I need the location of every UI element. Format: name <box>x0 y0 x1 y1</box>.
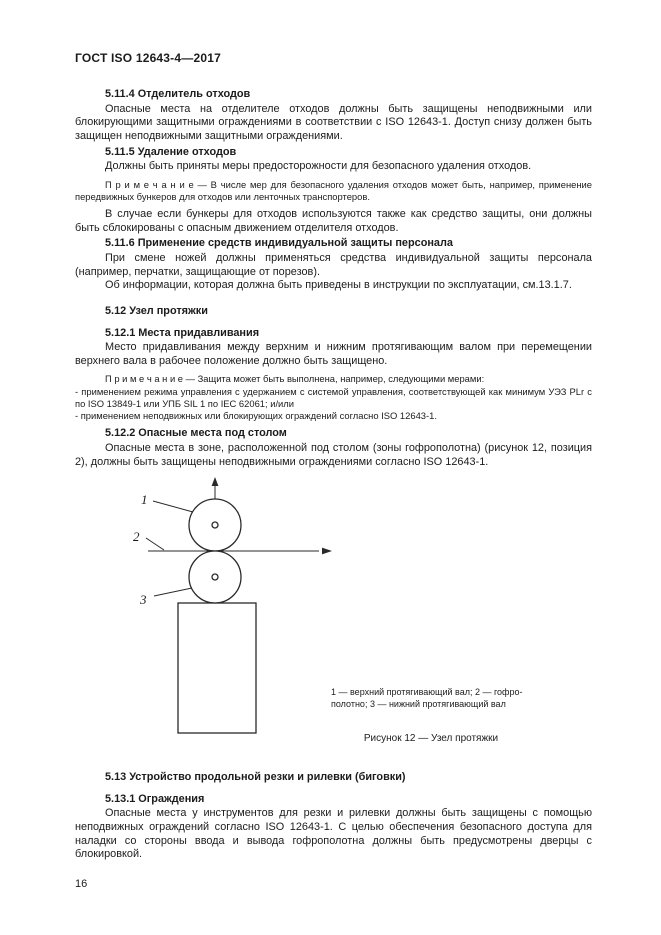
lower-roller-hub <box>212 574 218 580</box>
document-content <box>75 86 592 892</box>
paragraph: Опасные места у инструментов для резки и рилевки должны быть защищены с помощью неподвижных ограждений согласно ISO 12643-1. С целью обеспечения безопасного доступа для наладки со стороны ввода и вывода гофрополотна должны быть предусмотрены дверцы с блокировкой. <box>75 807 592 861</box>
heading-5-13: 5.13 Устройство продольной резки и рилевки (биговки) <box>105 771 406 784</box>
note-text: П р и м е ч а н и е — Защита может быть выполнена, например, следующими мерами: <box>105 373 485 385</box>
figure-legend-line1: 1 — верхний протягивающий вал; 2 — гофро- <box>331 687 523 698</box>
heading-5-11-4: 5.11.4 Отделитель отходов <box>105 88 251 100</box>
figure-title: Рисунок 12 — Узел протяжки <box>363 733 499 745</box>
leader-line-2 <box>146 538 164 550</box>
heading-5-12-1: 5.12.1 Места придавливания <box>105 326 260 339</box>
note-block <box>75 373 592 422</box>
paragraph: Место придавливания между верхним и нижним протягивающим валом при перемещении верхнего вала в рабочее положение должно быть защищено. <box>75 341 592 367</box>
heading-5-11-5: 5.11.5 Удаление отходов <box>105 145 237 158</box>
figure-12 <box>75 475 592 759</box>
note-list-item: - применением режима управления с удержанием с системой управления, соответствующей как минимум УЭЗ PLr с по ISO 13849-1 или УПБ SIL 1 по IEC 62061; и/или <box>75 385 592 409</box>
up-arrow-head <box>212 477 219 486</box>
note-text: П р и м е ч а н и е — В числе мер для безопасного удаления отходов может быть, например, применение передвижных бункеров для отходов или ленточных транспортеров. <box>75 178 592 202</box>
protyazhka-diagram <box>75 475 595 759</box>
heading-5-12-2: 5.12.2 Опасные места под столом <box>105 427 287 440</box>
document-title: ГОСТ ISO 12643-4—2017 <box>75 51 221 65</box>
figure-legend-line2: полотно; 3 — нижний протягивающий вал <box>331 699 506 710</box>
paragraph: В случае если бункеры для отходов используются также как средство защиты, они должны быть сблокированы с опасным движением отделителя отходов. <box>75 208 592 234</box>
pedestal-rect <box>178 603 256 733</box>
right-arrow-head <box>322 548 332 555</box>
paragraph: При смене ножей должны применяться средства индивидуальной защиты персонала (например, перчатки, защищающие от порезов). <box>75 252 592 278</box>
leader-line-3 <box>154 588 192 596</box>
paragraph: Об информации, которая должна быть приведены в инструкции по эксплуатации, см.13.1.7. <box>105 279 572 292</box>
paragraph: Опасные места в зоне, расположенной под столом (зоны гофрополотна) (рисунок 12, позиция 2), должны быть защищены неподвижными ограждениями согласно ISO 12643-1. <box>75 441 592 468</box>
page-header <box>75 51 221 65</box>
heading-5-11-6: 5.11.6 Применение средств индивидуальной защиты персонала <box>105 237 453 250</box>
note-list-item: - применением неподвижных или блокирующих ограждений согласно ISO 12643-1. <box>75 410 437 422</box>
heading-5-12: 5.12 Узел протяжки <box>105 304 208 317</box>
note-block <box>75 179 592 203</box>
heading-5-13-1: 5.13.1 Ограждения <box>105 792 205 805</box>
paragraph: Опасные места на отделителе отходов должны быть защищены неподвижными или блокирующими защитными ограждениями в соответствии с ISO 12643-1. Доступ снизу должен быть защищен неподвижными защитными ограждениями. <box>75 102 592 142</box>
figure-legend <box>331 686 522 710</box>
leader-line-1 <box>153 501 193 512</box>
figure-label-3: 3 <box>140 592 147 608</box>
figure-label-2: 2 <box>133 529 140 545</box>
figure-label-1: 1 <box>141 492 148 508</box>
upper-roller-hub <box>212 522 218 528</box>
page-number: 16 <box>75 877 88 890</box>
paragraph: Должны быть приняты меры предосторожности для безопасного удаления отходов. <box>105 160 532 173</box>
